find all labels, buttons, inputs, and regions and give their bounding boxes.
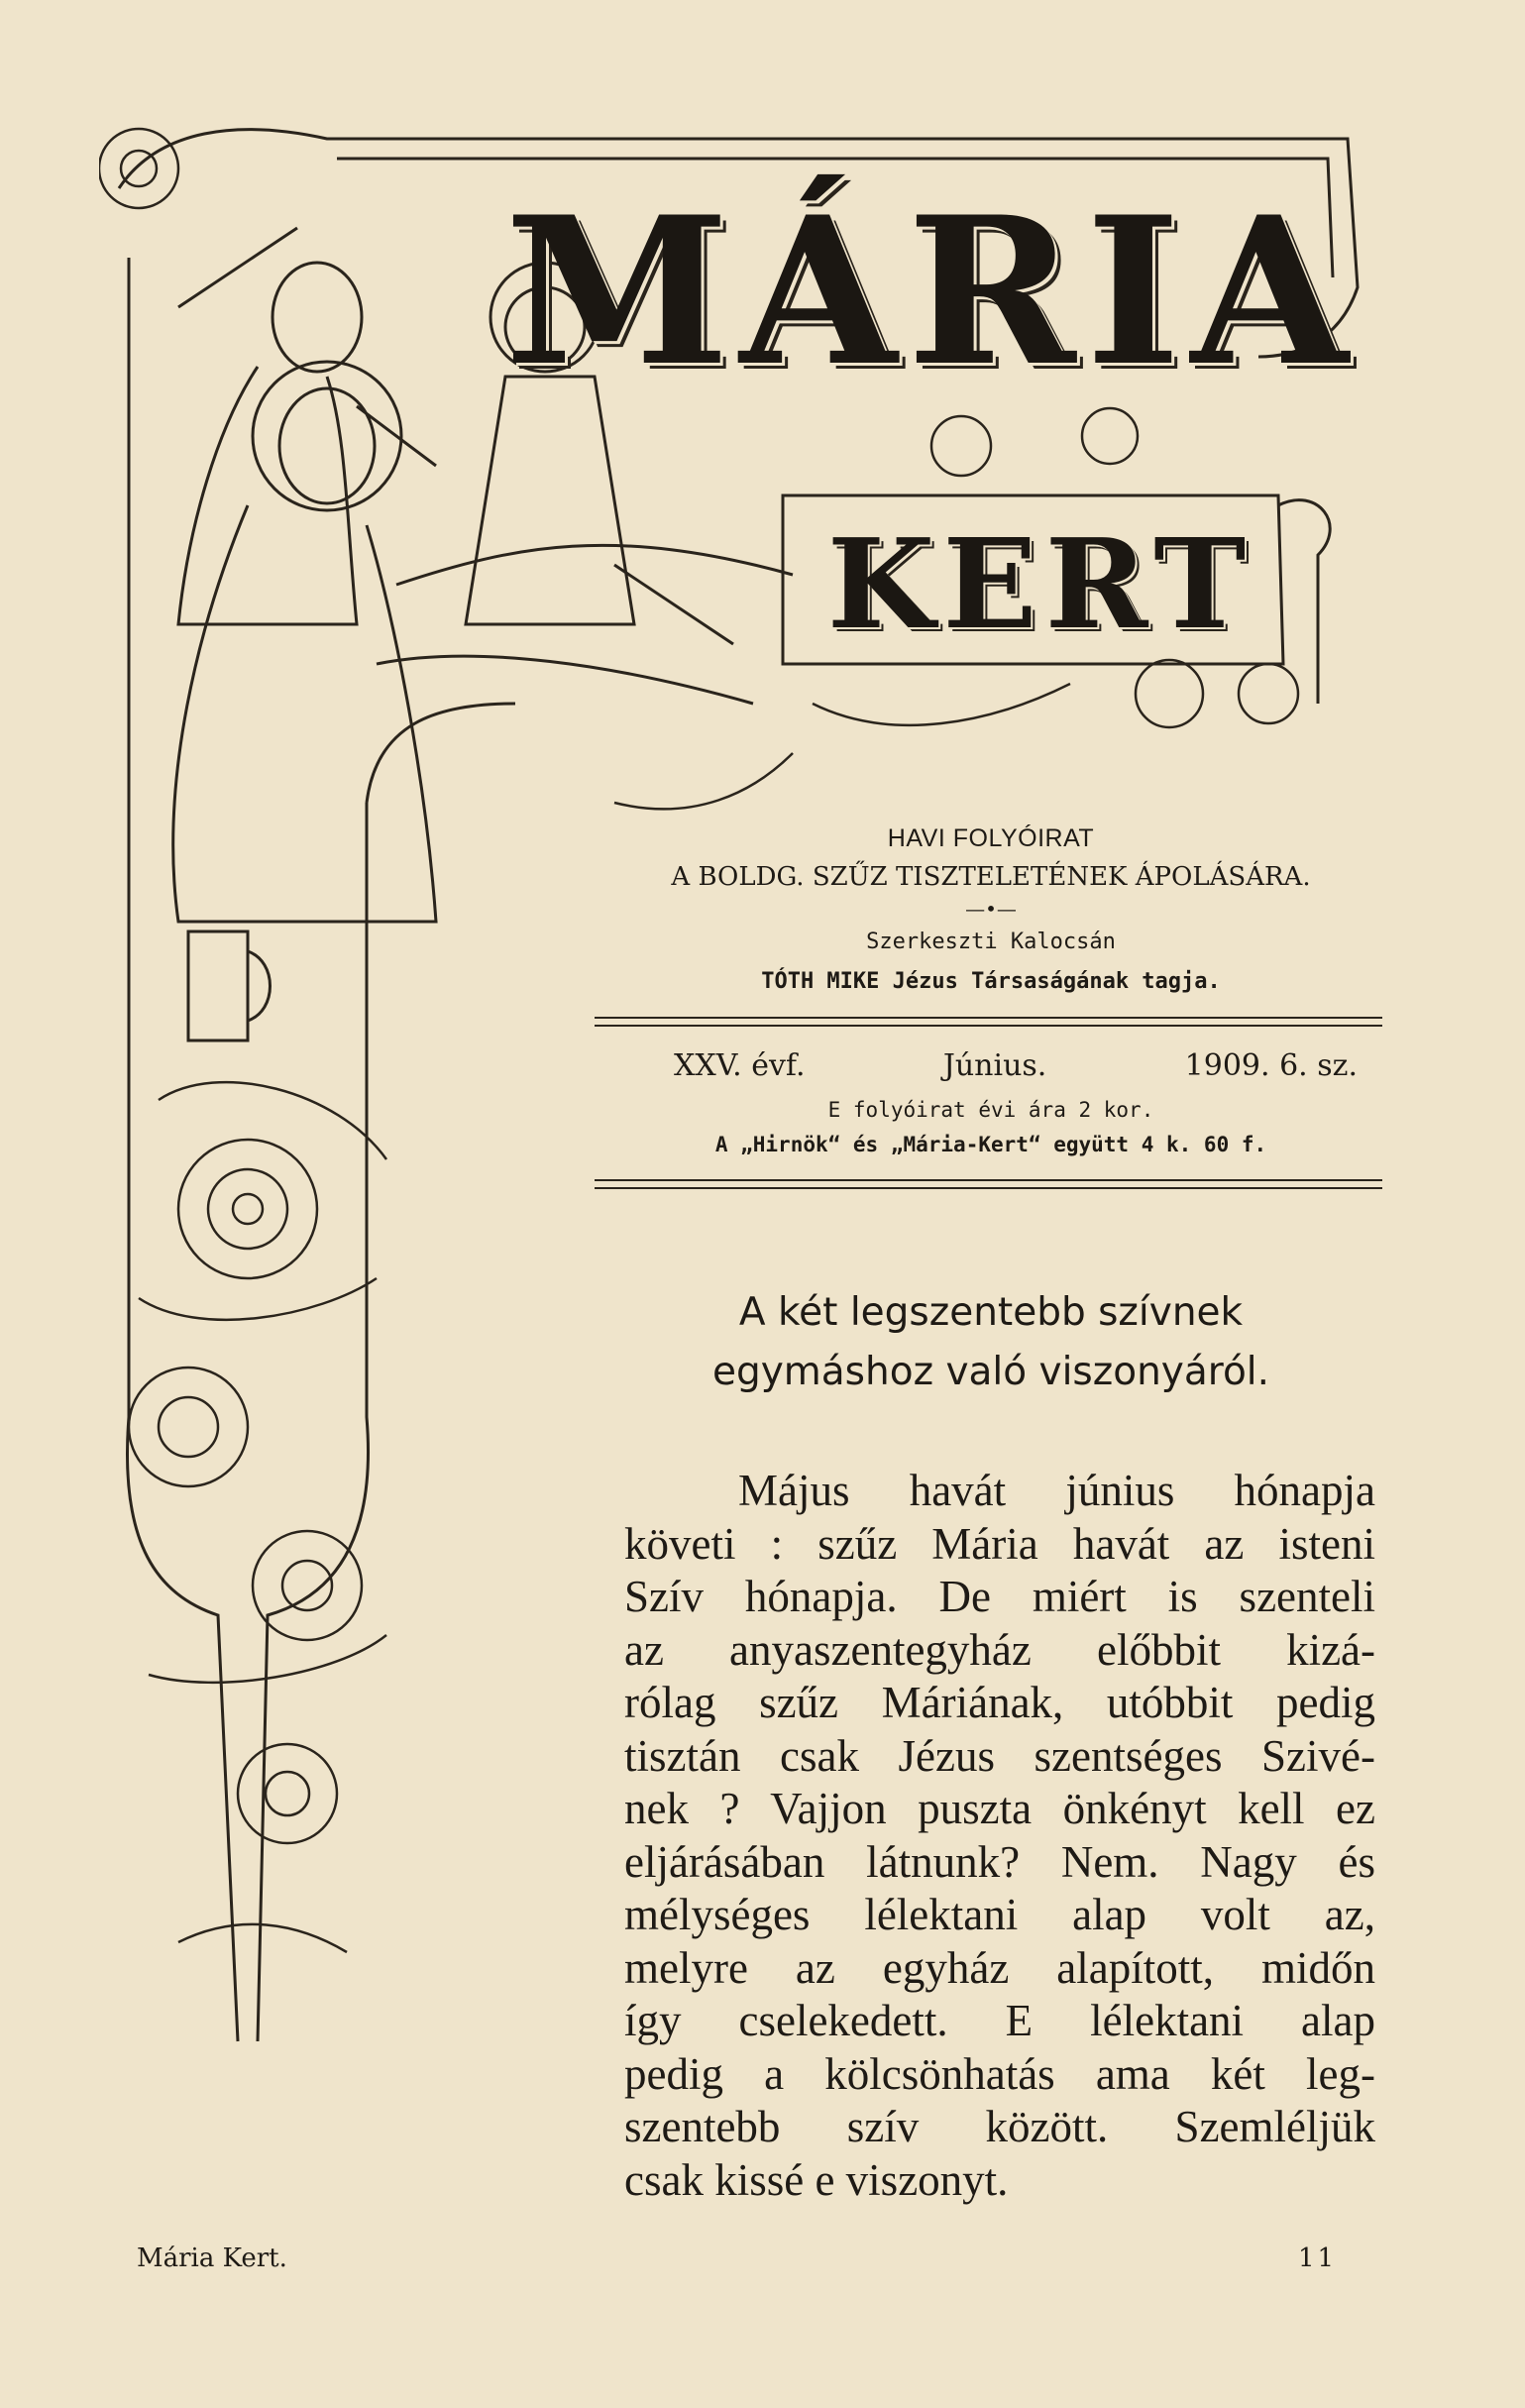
publication-subtitle: A BOLDG. SZŰZ TISZTELETÉNEK ÁPOLÁSÁRA.	[671, 862, 1311, 892]
article-body	[624, 1465, 1375, 2207]
body-line: szentebb szív között. Szemléljük	[624, 2102, 1375, 2151]
divider-rule	[595, 1025, 1382, 1027]
body-line: rólag szűz Máriának, utóbbit pedig	[624, 1678, 1375, 1727]
body-line: az anyaszentegyház előbbit kizá-	[624, 1624, 1375, 1675]
ornament-separator: —•—	[965, 897, 1017, 921]
body-line: tisztán csak Jézus szentséges Szivé-	[624, 1730, 1375, 1781]
editor-line: Szerkeszti Kalocsán	[866, 930, 1116, 954]
volume-label: XXV. évf.	[674, 1048, 806, 1083]
combined-price: A „Hirnök“ és „Mária-Kert“ együtt 4 k. 60 f.	[714, 1133, 1267, 1156]
running-footer-title: Mária Kert.	[137, 2244, 287, 2273]
divider-rule	[595, 1187, 1382, 1189]
publication-kind: HAVI FOLYÓIRAT	[887, 824, 1095, 852]
body-line: mélységes lélektani alap volt az,	[624, 1890, 1375, 1939]
body-line: követi : szűz Mária havát az isteni	[624, 1518, 1375, 1569]
body-line: így cselekedett. E lélektani alap	[624, 1996, 1375, 2045]
divider-rule	[595, 1017, 1382, 1019]
masthead-title-kert: KERT	[826, 512, 1254, 657]
page-number: 11	[1298, 2244, 1338, 2273]
article-title-line: egymáshoz való viszonyáról.	[711, 1350, 1270, 1394]
article-title-line: A két legszentebb szívnek	[738, 1290, 1244, 1335]
masthead-title-maria: MÁRIA	[504, 173, 1359, 411]
divider-rule	[595, 1179, 1382, 1181]
body-line: Szív hónapja. De miért is szenteli	[624, 1572, 1375, 1621]
subscription-price: E folyóirat évi ára 2 kor.	[827, 1098, 1154, 1122]
article-title	[634, 1283, 1348, 1402]
body-line: pedig a kölcsönhatás ama két leg-	[624, 2048, 1375, 2099]
body-line: Május havát június hónapja	[738, 1466, 1375, 1515]
body-line: eljárásában látnunk? Nem. Nagy és	[624, 1836, 1375, 1887]
editor-name-line: TÓTH MIKE Jézus Társaságának tagja.	[761, 969, 1221, 994]
body-line: csak kissé e viszonyt.	[624, 2154, 1009, 2205]
year-number-label: 1909. 6. sz.	[1184, 1048, 1358, 1083]
body-line: nek ? Vajjon puszta önkényt kell ez	[624, 1784, 1375, 1833]
body-line: melyre az egyház alapított, midőn	[624, 1942, 1375, 1993]
issue-info	[674, 1048, 1358, 1083]
month-label: Június.	[942, 1048, 1047, 1083]
